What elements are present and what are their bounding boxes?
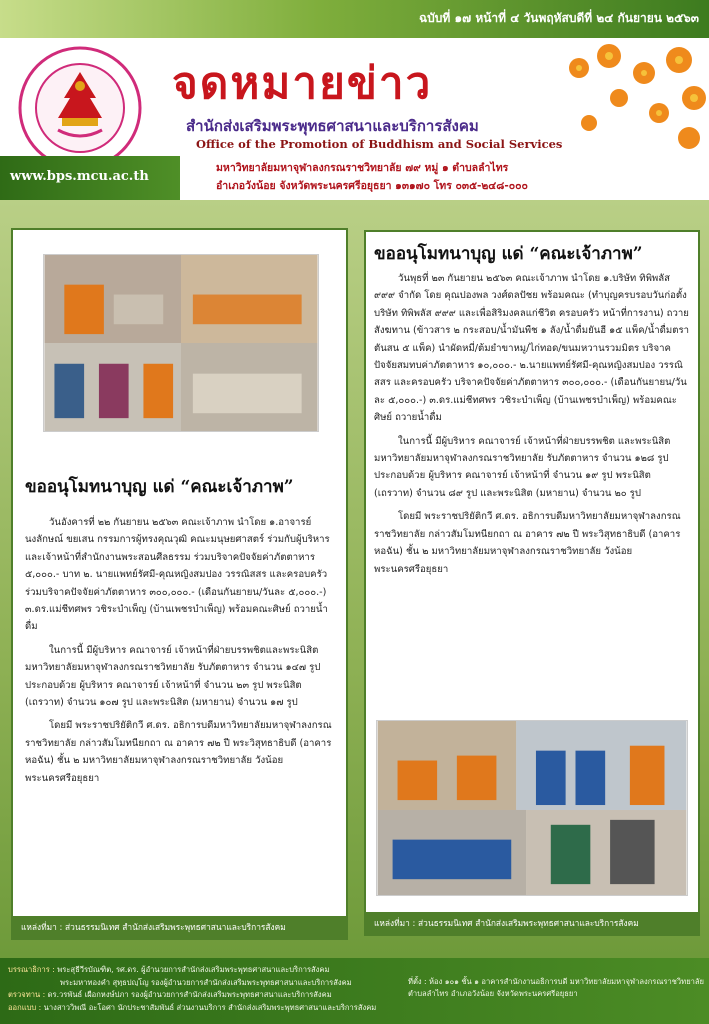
address [216,159,528,195]
top-banner [0,0,709,38]
left-article-heading: ขออนุโมทนาบุญ แด่ “คณะเจ้าภาพ” [25,477,294,497]
event-photo-collage-left [43,254,319,432]
newsletter-header [0,38,709,200]
address-band [0,156,709,200]
footer-designer-line [8,1002,408,1015]
left-article-paragraph: วันอังคารที่ ๒๒ กันยายน ๒๕๖๓ คณะเจ้าภาพ นำโดย ๑.อาจารย์นงลักษณ์ ขยเสน กรรมการผู้ทรงคุณวุฒิ คณะมนุษยศาสตร์ ร่วมกับผู้บริหารและเจ้าหน้าที่สำนักงานพระสอนศีลธรรม ร่วมบริจาคปัจจัยค่าภัตตาหาร ๕,๐๐๐.- บาท ๒. นายแพทย์รัศมี-คุณหญิงสมปอง วรรณิสสร และครอบครัว ร่วมบริจาคปัจจัยค่าภัตตาหาร ๓๐๐,๐๐๐.- (เดือนกันยายน/วันละ ๕,๐๐๐.-) ๓.ดร.แม่ชีทศพร วชิระบำเพ็ญ (บ้านเพชรบำเพ็ญ) พร้อมคณะศิษย์ ถวายน้ำดื่ม [25,517,330,633]
designer-name: นางสาววิพณี อะโอศา นักประชาสัมพันธ์ ส่วนงานบริการ สำนักส่งเสริมพระพุทธศาสนาและบริการสังคม [43,1002,377,1012]
left-article-panel [11,228,348,940]
office-name-english: Office of the Promotion of Buddhism and Social Services [196,137,563,151]
left-article-body [25,514,337,793]
right-article-paragraph: ในการนี้ มีผู้บริหาร คณาจารย์ เจ้าหน้าที่ฝ่ายบรรพชิต และพระนิสิตมหาวิทยาลัยมหาจุฬาลงกรณราชวิทยาลัย รับภัตตาหาร จำนวน ๑๒๘ รูป ประกอบด้วย ผู้บริหาร คณาจารย์ เจ้าหน้าที่ จำนวน ๑๙ รูป พระนิสิต (เถรวาท) จำนวน ๘๙ รูป และพระนิสิต (มหายาน) จำนวน ๒๐ รูป [374,435,671,499]
editor-label: บรรณาธิการ : [8,965,55,974]
footer-reviewer-line [8,989,408,1002]
right-article-paragraph: วันพุธที่ ๒๓ กันยายน ๒๕๖๓ คณะเจ้าภาพ นำโดย ๑.บริษัท ทิพิพลัส ๙๙๙ จำกัด โดย คุณปองพล วงศ์ดลปัชย พร้อมคณะ (ทำบุญครบรอบวันก่อตั้งบริษัท ทิพิพลัส ๙๙๙ และเพื่อสิริมงคลแก่ชีวิต ครอบครัว หน้าที่การงาน) ถวายสังฆทาน (ข้าวสาร ๒ กระสอบ/น้ำมันพืช ๑ ลัง/น้ำดื่มยันฮี ๑๕ แพ็ค/น้ำดื่มตราตันสน ๕ แพ็ค) นำผัดหมี่/ต้มยำขาหมู/ไก่ทอด/ขนมหวานรวมมิตร บริจาคปัจจัยสมทบค่าภัตตาหาร ๑๐,๐๐๐.- ๒.นายแพทย์รัศมี-คุณหญิงสมปอง วรรณิสสร และครอบครัว บริจาคปัจจัยค่าภัตตาหาร ๓๐๐,๐๐๐.- (เดือนกันยายน/วันละ ๕,๐๐๐.-) ๓.ดร.แม่ชีทศพร วชิระบำเพ็ญ (บ้านเพชรบำเพ็ญ) พร้อมคณะศิษย์ ถวายน้ำดื่ม [374,273,689,424]
orange-flower-icon [549,38,709,168]
right-article-paragraph: โดยมี พระราชปริยัติกวี ศ.ดร. อธิการบดีมหาวิทยาลัยมหาจุฬาลงกรณราชวิทยาลัย กล่าวสัมโมทนียกถา ณ อาคาร ๗๒ ปี พระวิสุทธาธิบดี (อาคารหอฉัน) ชั้น ๒ มหาวิทยาลัยมหาจุฬาลงกรณราชวิทยาลัย วังน้อย พระนครศรีอยุธยา [374,511,681,575]
left-article-paragraph: ในการนี้ มีผู้บริหาร คณาจารย์ เจ้าหน้าที่ฝ่ายบรรพชิตและพระนิสิตมหาวิทยาลัยมหาจุฬาลงกรณราชวิทยาลัย รับภัตตาหาร จำนวน ๑๔๗ รูป ประกอบด้วย ผู้บริหาร คณาจารย์ เจ้าหน้าที่ จำนวน ๒๓ รูป พระนิสิต (เถรวาท) จำนวน ๑๐๗ รูป และพระนิสิต (มหายาน) จำนวน ๑๗ รูป [25,644,321,709]
footer [0,958,709,1024]
university-seal-icon [18,46,142,170]
address-line-1: มหาวิทยาลัยมหาจุฬาลงกรณราชวิทยาลัย ๗๙ หมู่ ๑ ตำบลลำไทร [216,162,509,174]
right-article-heading: ขออนุโมทนาบุญ แด่ “คณะเจ้าภาพ” [374,244,643,264]
designer-label: ออกแบบ : [8,1002,42,1012]
right-article-panel [364,230,700,936]
right-article-body [374,270,692,584]
footer-editor-line [8,964,408,977]
website-bar [0,156,180,200]
website-url[interactable]: www.bps.mcu.ac.th [10,169,149,184]
left-source-credit: แหล่งที่มา : ส่วนธรรมนิเทศ สำนักส่งเสริมพระพุทธศาสนาและบริการสังคม [13,916,346,938]
reviewer-label: ตรวจทาน : [8,990,46,1000]
right-source-credit: แหล่งที่มา : ส่วนธรรมนิเทศ สำนักส่งเสริมพระพุทธศาสนาและบริการสังคม [366,912,698,934]
event-photo-collage-right [376,720,688,896]
office-name-thai: สำนักส่งเสริมพระพุทธศาสนาและบริการสังคม [186,117,479,135]
footer-location: ที่ตั้ง : ห้อง ๑๐๑ ชั้น ๑ อาคารสำนักงานอธิการบดี มหาวิทยาลัยมหาจุฬาลงกรณราชวิทยาลัย ตำบลลำไทร อำเภอวังน้อย จังหวัดพระนครศรีอยุธยา [408,977,705,998]
reviewer-name: ดร.วรพันธ์ เผือกหงษ์ปภา รองผู้อำนวยการสำนักส่งเสริมพระพุทธศาสนาและบริการสังคม [47,990,332,1000]
left-article-paragraph: โดยมี พระราชปริยัติกวี ศ.ดร. อธิการบดีมหาวิทยาลัยมหาจุฬาลงกรณราชวิทยาลัย กล่าวสัมโมทนียกถา ณ อาคาร ๗๒ ปี พระวิสุทธาธิบดี (อาคารหอฉัน) ชั้น ๒ มหาวิทยาลัยมหาจุฬาลงกรณราชวิทยาลัย วังน้อย พระนครศรีอยุธยา [25,720,332,784]
newsletter-title: จดหมายข่าว [172,58,433,109]
footer-editor-line-2: พระมหาทองคำ สุทฺธปญฺโญ รองผู้อำนวยการสำนักส่งเสริมพระพุทธศาสนาและบริการสังคม [60,977,352,987]
issue-line: ฉบับที่ ๑๗ หน้าที่ ๔ วันพฤหัสบดีที่ ๒๔ กันยายน ๒๕๖๓ [419,11,699,25]
address-line-2: อำเภอวังน้อย จังหวัดพระนครศรีอยุธยา ๑๓๑๗๐ โทร ๐๓๕-๒๔๘-๐๐๐ [216,180,528,192]
editor-name: พระสุธีวีรบัณฑิต, รศ.ดร. ผู้อำนวยการสำนักส่งเสริมพระพุทธศาสนาและบริการสังคม [57,965,330,974]
footer-credits [8,964,408,1014]
